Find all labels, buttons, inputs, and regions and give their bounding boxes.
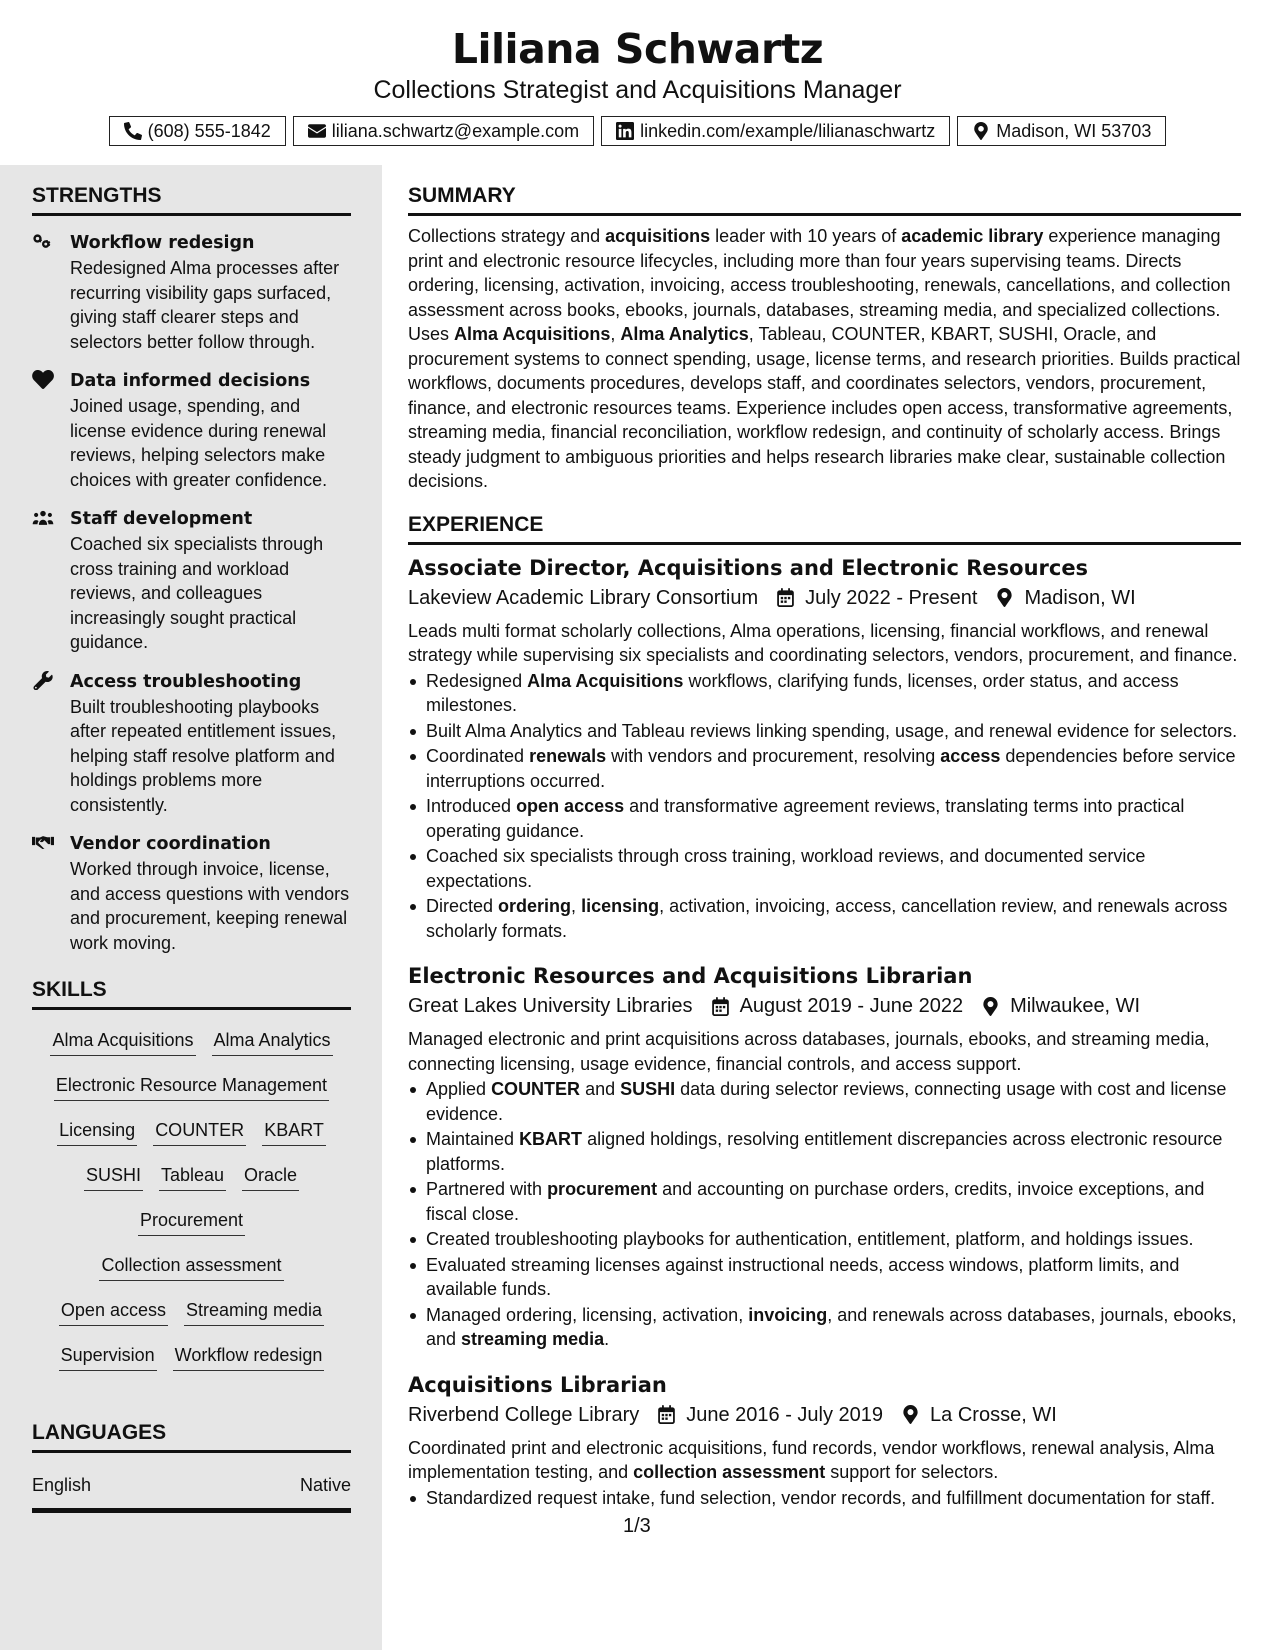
contact-phone-text: (608) 555-1842 <box>147 120 271 141</box>
skill-tag: KBART <box>262 1118 326 1146</box>
job-bullet: Standardized request intake, fund selection, vendor records, and fulfillment documentation for staff. <box>408 1486 1241 1511</box>
skills-heading: SKILLS <box>32 977 351 1010</box>
strength-desc: Coached six specialists through cross training and workload reviews, and colleagues increasingly sought practical guidance. <box>70 534 324 652</box>
users-icon <box>32 508 54 527</box>
strength-item <box>32 506 351 655</box>
strength-desc: Redesigned Alma processes after recurring visibility gaps surfaced, giving staff clearer steps and selectors better follow through. <box>70 258 340 352</box>
job-dates: July 2022 - Present <box>805 586 978 609</box>
skill-tag: COUNTER <box>153 1118 246 1146</box>
phone-icon <box>124 122 142 140</box>
wrench-icon <box>32 671 54 690</box>
handshake-icon <box>32 833 54 852</box>
job-bullet: Partnered with procurement and accounting on purchase orders, credits, invoice exceptions, and fiscal close. <box>408 1177 1241 1226</box>
job-bullet: Maintained KBART aligned holdings, resolving entitlement discrepancies across electronic resource platforms. <box>408 1127 1241 1176</box>
strength-desc: Worked through invoice, license, and access questions with vendors and procurement, keeping renewal work moving. <box>70 859 350 953</box>
job-meta <box>408 583 1241 613</box>
job-bullet-list <box>408 1077 1241 1352</box>
linkedin-icon <box>616 122 634 140</box>
job-title: Acquisitions Librarian <box>408 1372 667 1397</box>
job-location: Milwaukee, WI <box>1010 995 1141 1017</box>
contact-linkedin <box>601 116 950 146</box>
skill-tag: Alma Analytics <box>212 1028 333 1056</box>
heart-icon <box>32 370 54 389</box>
job-description: Leads multi format scholarly collections, Alma operations, licensing, financial workflows, and renewal strategy while supervising six specialists and coordinating selectors, vendors, procurement, and finance. <box>408 620 1238 665</box>
candidate-title: Collections Strategist and Acquisitions Manager <box>373 76 902 104</box>
resume-header <box>0 0 1275 165</box>
language-row <box>32 1473 351 1513</box>
job-bullet: Managed ordering, licensing, activation, invoicing, and renewals across databases, journals, ebooks, and streaming media. <box>408 1303 1241 1352</box>
skill-tag: Procurement <box>138 1208 245 1236</box>
job-location: La Crosse, WI <box>930 1403 1057 1426</box>
calendar-icon <box>657 1405 676 1424</box>
skill-tag: Alma Acquisitions <box>50 1028 195 1056</box>
job-bullet: Coached six specialists through cross training, workload reviews, and documented service expectations. <box>408 844 1241 893</box>
envelope-icon <box>308 122 326 140</box>
strength-title: Workflow redesign <box>70 233 255 253</box>
job-title: Associate Director, Acquisitions and Electronic Resources <box>408 555 1089 580</box>
job-bullet: Built Alma Analytics and Tableau reviews linking spending, usage, and renewal evidence for selectors. <box>408 719 1241 744</box>
job-bullet: Introduced open access and transformative agreement reviews, translating terms into practical operating guidance. <box>408 794 1241 843</box>
job-entry <box>408 1370 1241 1511</box>
job-bullet: Coordinated renewals with vendors and procurement, resolving access dependencies before service interruptions occurred. <box>408 744 1241 793</box>
skill-tag: Supervision <box>59 1343 157 1371</box>
summary-text: Collections strategy and acquisitions leader with 10 years of academic library experience managing print and electronic resource lifecycles, including more than four years supervising teams. Directs ordering, licensing, activation, invoicing, access troubleshooting, renewals, cancellations, and collection assessment across books, ebooks, journals, databases, streaming media, and specialized collections. Uses Alma Acquisitions, Alma Analytics, Tableau, COUNTER, KBART, SUSHI, Oracle, and procurement systems to connect spending, usage, license terms, and research priorities. Builds practical workflows, documents procedures, develops staff, and coordinates selectors, vendors, procurement, finance, and electronic resources teams. Experience includes open access, transformative agreements, streaming media, financial reconciliation, workflow redesign, and continuity of scholarly access. Brings steady judgment to ambiguous priorities and helps research libraries make clear, sustainable collection decisions. <box>408 226 1241 491</box>
skill-tag: Oracle <box>242 1163 299 1191</box>
skill-tag: SUSHI <box>84 1163 143 1191</box>
job-bullet-list <box>408 669 1241 944</box>
job-meta <box>408 991 1241 1021</box>
job-dates: June 2016 - July 2019 <box>686 1403 884 1426</box>
skills-list <box>32 1022 351 1382</box>
language-name: English <box>32 1475 92 1495</box>
job-entry <box>408 553 1241 944</box>
contact-location-text: Madison, WI 53703 <box>996 120 1152 141</box>
job-bullet: Directed ordering, licensing, activation, invoicing, access, cancellation review, and renewals across scholarly formats. <box>408 894 1241 943</box>
strength-desc: Built troubleshooting playbooks after repeated entitlement issues, helping staff resolve platform and holdings problems more consistently. <box>70 696 337 815</box>
map-marker-icon <box>972 122 990 140</box>
strength-item <box>32 230 351 354</box>
strength-item <box>32 669 351 818</box>
summary-heading: SUMMARY <box>408 183 1241 216</box>
job-bullet-list <box>408 1486 1241 1511</box>
skill-tag: Open access <box>59 1298 168 1326</box>
contact-email <box>293 116 594 146</box>
strength-title: Staff development <box>70 509 253 529</box>
strength-desc: Joined usage, spending, and license evidence during renewal reviews, helping selectors make choices with greater confidence. <box>70 396 328 490</box>
skill-tag: Streaming media <box>184 1298 324 1326</box>
page-number: 1/3 <box>623 1515 651 1537</box>
strength-title: Vendor coordination <box>70 834 271 854</box>
contact-email-text: liliana.schwartz@example.com <box>331 120 580 141</box>
skill-tag: Tableau <box>159 1163 226 1191</box>
calendar-icon <box>711 997 730 1016</box>
strength-title: Access troubleshooting <box>70 671 302 692</box>
map-marker-icon <box>981 997 1000 1016</box>
job-description: Coordinated print and electronic acquisitions, fund records, vendor workflows, renewal analysis, Alma implementation testing, and collection assessment support for selectors. <box>408 1437 1215 1482</box>
skill-tag: Workflow redesign <box>173 1343 325 1371</box>
strengths-heading: STRENGTHS <box>32 183 351 216</box>
job-dates: August 2019 - June 2022 <box>739 995 964 1017</box>
main-column <box>382 165 1275 1650</box>
job-description: Managed electronic and print acquisitions across databases, journals, ebooks, and streaming media, connecting licensing, usage evidence, financial controls, and access support. <box>408 1029 1210 1074</box>
job-location: Madison, WI <box>1024 586 1136 609</box>
contact-phone <box>109 116 286 146</box>
strength-item <box>32 368 351 492</box>
strength-title: Data informed decisions <box>70 371 311 391</box>
job-title: Electronic Resources and Acquisitions Librarian <box>408 964 973 988</box>
job-bullet: Redesigned Alma Acquisitions workflows, clarifying funds, licenses, order status, and access milestones. <box>408 669 1241 718</box>
languages-heading: LANGUAGES <box>32 1420 351 1453</box>
candidate-name: Liliana Schwartz <box>451 25 824 73</box>
experience-heading: EXPERIENCE <box>408 512 1241 545</box>
contact-bar <box>0 116 1275 146</box>
skill-tag: Licensing <box>57 1118 137 1146</box>
job-entry <box>408 961 1241 1352</box>
contact-location <box>957 116 1166 146</box>
gears-icon <box>32 232 54 251</box>
contact-linkedin-text: linkedin.com/example/lilianaschwartz <box>640 120 936 141</box>
job-bullet: Applied COUNTER and SUSHI data during selector reviews, connecting usage with cost and license evidence. <box>408 1077 1241 1126</box>
skill-tag: Collection assessment <box>99 1253 283 1281</box>
job-bullet: Created troubleshooting playbooks for authentication, entitlement, platform, and holdings issues. <box>408 1227 1241 1252</box>
skill-tag: Electronic Resource Management <box>54 1073 329 1101</box>
sidebar <box>0 165 382 1650</box>
job-organization: Riverbend College Library <box>408 1403 640 1426</box>
map-marker-icon <box>995 588 1014 607</box>
job-bullet: Evaluated streaming licenses against instructional needs, access windows, platform limits, and available funds. <box>408 1253 1241 1302</box>
calendar-icon <box>776 588 795 607</box>
experience-list <box>408 553 1241 1511</box>
job-meta <box>408 1400 1241 1430</box>
language-level: Native <box>299 1475 351 1495</box>
job-organization: Lakeview Academic Library Consortium <box>408 586 759 609</box>
job-organization: Great Lakes University Libraries <box>408 995 693 1017</box>
strength-item <box>32 831 351 955</box>
map-marker-icon <box>901 1405 920 1424</box>
